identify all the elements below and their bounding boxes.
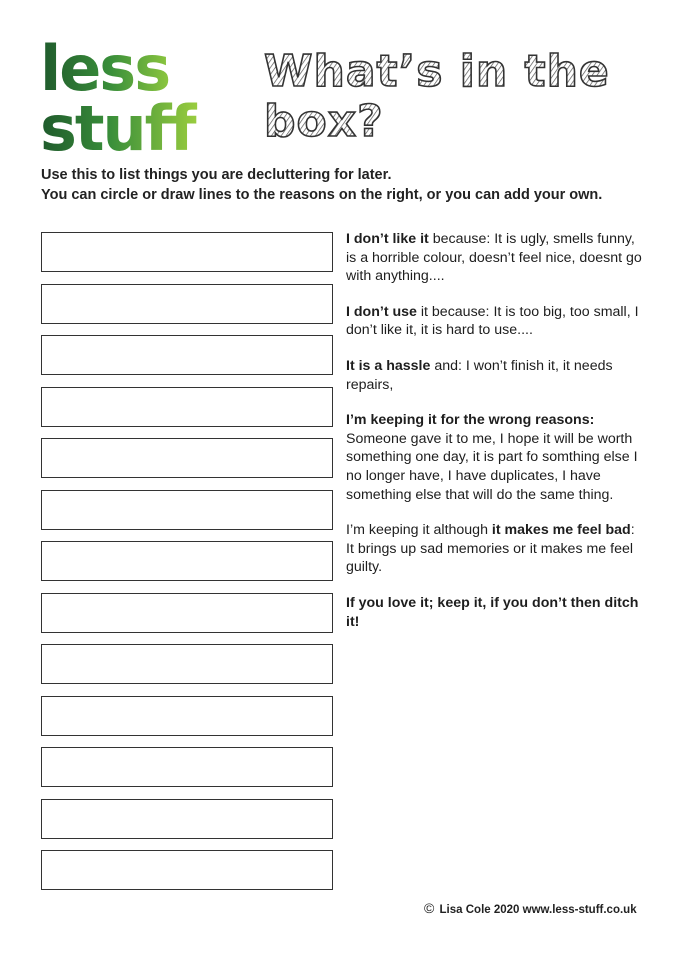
reason-heading: I don’t use bbox=[346, 303, 417, 320]
reason-text: and: I won’t finish it, it needs repairs, bbox=[346, 357, 613, 393]
reason-paragraph bbox=[346, 230, 646, 286]
reasons-list bbox=[346, 230, 646, 648]
reason-paragraph bbox=[346, 521, 646, 577]
footer-text: Lisa Cole 2020 www.less-stuff.co.uk bbox=[439, 904, 637, 916]
item-box[interactable] bbox=[41, 438, 333, 478]
page-title bbox=[262, 44, 662, 147]
item-box[interactable] bbox=[41, 335, 333, 375]
reason-text: Someone gave it to me, I hope it will be worth something one day, it is part fo somthing else I no longer have, I have duplicates, I have something else that will do the same thing. bbox=[346, 430, 638, 503]
reason-heading: I’m keeping it for the wrong reasons: bbox=[346, 412, 595, 429]
reason-paragraph bbox=[346, 357, 646, 394]
reason-paragraph bbox=[346, 411, 646, 504]
item-box[interactable] bbox=[41, 696, 333, 736]
logo-line-less: less bbox=[40, 38, 170, 105]
reason-paragraph bbox=[346, 594, 646, 631]
item-box[interactable] bbox=[41, 284, 333, 324]
reason-text: : It brings up sad memories or it makes me feel guilty. bbox=[346, 522, 635, 576]
less-stuff-logo bbox=[40, 38, 250, 158]
item-box[interactable] bbox=[41, 387, 333, 427]
reason-text: because: It is ugly, smells funny, is a horrible colour, doesn’t feel nice, doesnt go with anything.... bbox=[346, 231, 642, 285]
title-line-2: box? bbox=[264, 96, 384, 147]
reason-text: it because: It is too big, too small, I don’t like it, it is hard to use.... bbox=[346, 303, 639, 339]
instructions-line-1: Use this to list things you are decluttering for later. bbox=[41, 167, 392, 183]
item-boxes bbox=[41, 232, 333, 902]
item-box[interactable] bbox=[41, 232, 333, 272]
instructions bbox=[41, 165, 661, 205]
instructions-line-2: You can circle or draw lines to the reasons on the right, or you can add your own. bbox=[41, 187, 603, 203]
item-box[interactable] bbox=[41, 644, 333, 684]
item-box[interactable] bbox=[41, 541, 333, 581]
logo-line-stuff: stuff bbox=[40, 92, 195, 158]
reason-heading: It is a hassle bbox=[346, 357, 431, 374]
copyright-icon: © bbox=[424, 900, 435, 916]
reason-heading: it makes me feel bad bbox=[491, 522, 631, 539]
reason-heading: I don’t like it bbox=[346, 231, 429, 247]
item-box[interactable] bbox=[41, 850, 333, 890]
item-box[interactable] bbox=[41, 799, 333, 839]
title-line-1: What’s in the bbox=[264, 46, 610, 97]
reason-heading: If you love it; keep it, if you don’t then ditch it! bbox=[346, 594, 639, 630]
item-box[interactable] bbox=[41, 593, 333, 633]
item-box[interactable] bbox=[41, 490, 333, 530]
item-box[interactable] bbox=[41, 747, 333, 787]
footer-credit bbox=[424, 900, 637, 916]
reason-prefix: I’m keeping it although bbox=[346, 522, 492, 539]
reason-paragraph bbox=[346, 303, 646, 340]
